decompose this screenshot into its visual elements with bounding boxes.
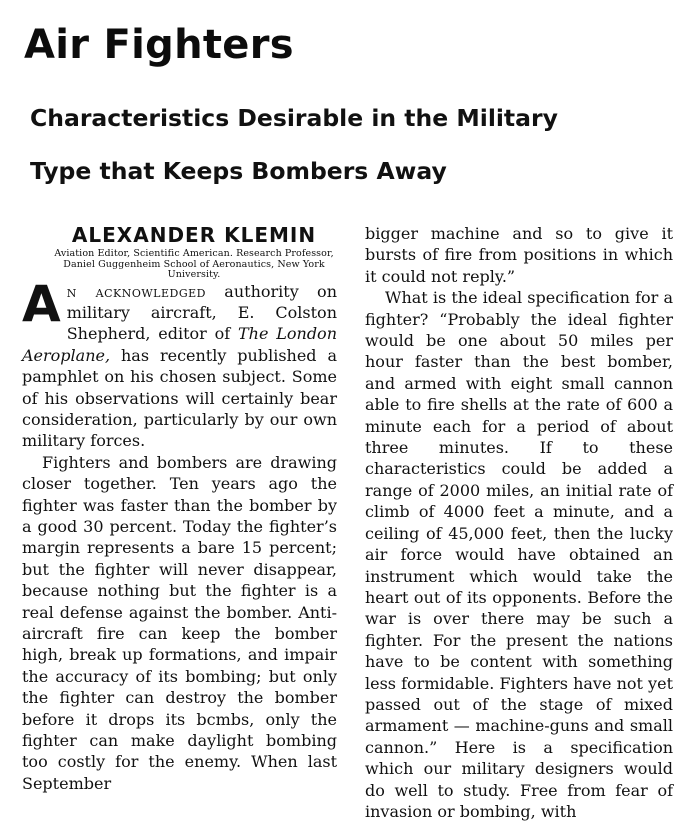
paragraph-1-text-b: has recently published a pamphlet on his chosen subject. Some of his observations will certainly bear consideration, particularly by our own military forces. bbox=[22, 345, 337, 451]
paragraph-1-text-a: authority on military aircraft, E. Colston Shepherd, editor of bbox=[66, 281, 337, 344]
author-affiliation: Aviation Editor, Scientific American. Research Professor, Daniel Guggenheim School of Aeronautics, New York University. bbox=[54, 248, 334, 280]
article-title: Air Fighters bbox=[24, 22, 294, 68]
paragraph-3: bigger machine and so to give it bursts of fire from positions in which it could not reply.” bbox=[365, 224, 673, 286]
article-subtitle-line1: Characteristics Desirable in the Military bbox=[30, 104, 558, 132]
paragraph-1-smallcaps: n acknowledged bbox=[66, 281, 206, 301]
paragraph-4: What is the ideal specification for a fighter? “Probably the ideal fighter would be one about 50 miles per hour faster than the best bomber, and armed with eight small cannon able to fire shells at the rate of 600 a minute each for a period of about three minutes. If to these characteristics could be added a range of 2000 miles, an initial rate of climb of 4000 feet a minute, and a ceiling of 45,000 feet, then the lucky air force would have obtained an instrument which would take the heart out of its opponents. Before the war is over there may be such a fighter. For the present the nations have to be content with something less formidable. Fighters have not yet passed out of the stage of mixed armament — machine-guns and small cannon.” Here is a specification which our military designers would do well to study. Free from fear of invasion or bombing, with bbox=[365, 288, 673, 821]
author-name: ALEXANDER KLEMIN bbox=[71, 223, 317, 247]
drop-cap: A bbox=[22, 274, 61, 333]
right-column bbox=[365, 223, 673, 822]
left-column bbox=[22, 223, 337, 794]
paragraph-1 bbox=[22, 274, 337, 452]
author-block bbox=[46, 224, 342, 281]
publication-name: The London Aeroplane, bbox=[22, 324, 337, 365]
article-subtitle-line2: Type that Keeps Bombers Away bbox=[30, 157, 447, 185]
paragraph-2: Fighters and bombers are drawing closer together. Ten years ago the fighter was faster than the bomber by a good 30 percent. Today the fighter’s margin represents a bare 15 percent; but the fighter will never disappear, because nothing but the fighter is a real defense against the bomber. Anti-aircraft fire can keep the bomber high, break up formations, and impair the accuracy of its bombing; but only the fighter can destroy the bomber before it drops its bcmbs, only the fighter can make daylight bombing too costly for the enemy. When last September bbox=[22, 452, 337, 793]
